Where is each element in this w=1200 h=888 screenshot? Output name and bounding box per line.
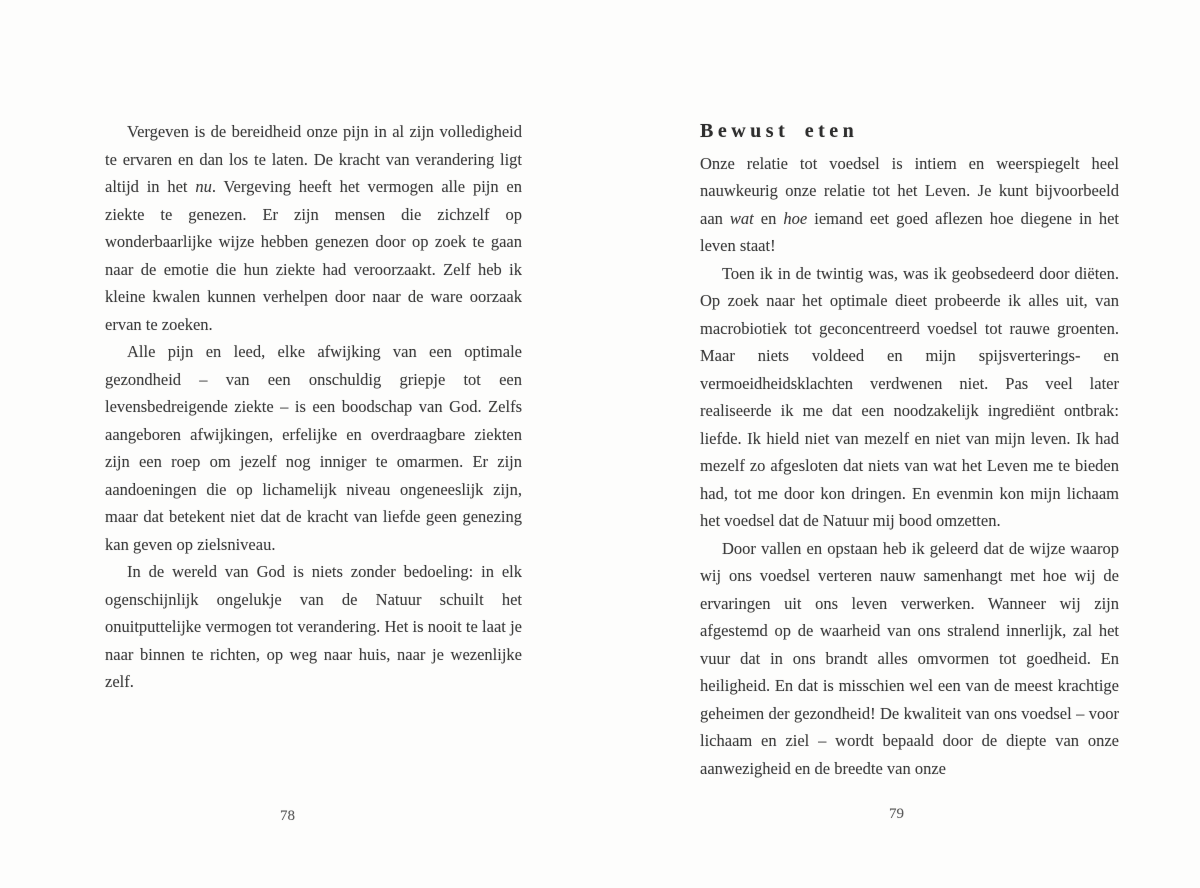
page-right-text-block bbox=[700, 118, 1119, 782]
chapter-heading: Bewust eten bbox=[700, 120, 859, 142]
paragraph: In de wereld van God is niets zonder bedoeling: in elk ogenschijnlijk ongelukje van de Natuur schuilt het onuitputtelijke vermogen tot verandering. Het is nooit te laat je naar binnen te richten, op weg naar huis, naar je wezenlijke zelf. bbox=[105, 562, 522, 691]
paragraph: Alle pijn en leed, elke afwijking van een optimale gezondheid – van een onschuldig griepje tot een levensbedreigende ziekte – is een boodschap van God. Zelfs aangeboren afwijkingen, erfelijke en overdraagbare ziekten zijn een roep om jezelf nog inniger te omarmen. Er zijn aandoeningen die op lichamelijk niveau ongeneeslijk zijn, maar dat betekent niet dat de kracht van liefde geen genezing kan geven op zielsniveau. bbox=[105, 342, 522, 554]
paragraph: Toen ik in de twintig was, was ik geobsedeerd door diëten. Op zoek naar het optimale dieet probeerde ik alles uit, van macrobiotiek tot geconcentreerd voedsel tot rauwe groenten. Maar niets voldeed en mijn spijsverterings- en vermoeidheidsklachten verdwenen niet. Pas veel later realiseerde ik me dat een noodzakelijk ingrediënt ontbrak: liefde. Ik hield niet van mezelf en niet van mijn leven. Ik had mezelf zo afgesloten dat niets van wat het Leven me te bieden had, tot me door kon dringen. En evenmin kon mijn lichaam het voedsel dat de Natuur mij bood omzetten. bbox=[700, 263, 1119, 530]
paragraph: Vergeven is de bereidheid onze pijn in al zijn volledigheid te ervaren en dan los te laten. De kracht van verandering ligt altijd in het nu. Vergeving heeft het vermogen alle pijn en ziekte te genezen. Er zijn mensen die zichzelf op wonderbaarlijke wijze hebben genezen door op zoek te gaan naar de emotie die hun ziekte had veroorzaakt. Zelf heb ik kleine kwalen kunnen verhelpen door naar de ware oorzaak ervan te zoeken. bbox=[105, 122, 522, 334]
page-number-left: 78 bbox=[280, 808, 295, 824]
paragraph: Onze relatie tot voedsel is intiem en weerspiegelt heel nauwkeurig onze relatie tot het Leven. Je kunt bijvoorbeeld aan wat en hoe iemand eet goed aflezen hoe diegene in het leven staat! bbox=[700, 153, 1119, 255]
page-left-text-block bbox=[105, 118, 522, 696]
page-number-right: 79 bbox=[889, 806, 904, 822]
paragraph: Door vallen en opstaan heb ik geleerd dat de wijze waarop wij ons voedsel verteren nauw samenhangt met hoe wij de ervaringen uit ons leven verwerken. Wanneer wij zijn afgestemd op de waarheid van ons stralend innerlijk, zal het vuur dat in ons brandt alles omvormen tot goedheid. En heiligheid. En dat is misschien wel een van de meest krachtige geheimen der gezondheid! De kwaliteit van ons voedsel – voor lichaam en ziel – wordt bepaald door de diepte van onze aanwezigheid en de breedte van onze bbox=[700, 538, 1119, 778]
